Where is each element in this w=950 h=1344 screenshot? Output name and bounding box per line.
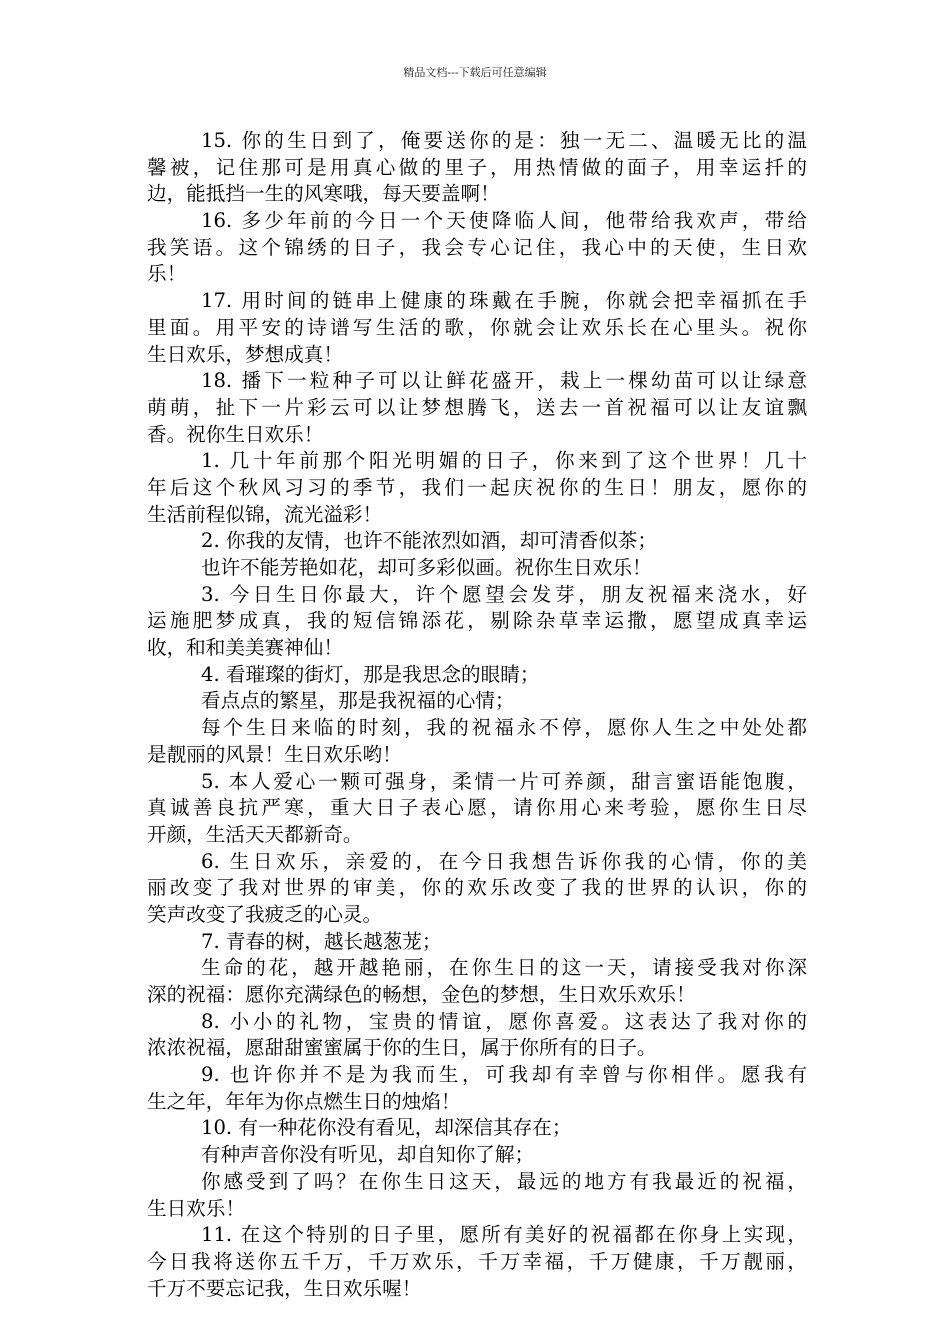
- paragraph: [147, 528, 807, 555]
- paragraph: [147, 662, 807, 689]
- paragraph-line: 浓浓祝福，愿甜甜蜜蜜属于你的生日，属于你所有的日子。: [147, 1036, 657, 1060]
- paragraph-line: 3. 今日生日你最大，许个愿望会发芽，朋友祝福来浇水，好: [201, 582, 807, 606]
- paragraph-line: 边，能抵挡一生的风寒哦，每天要盖啊！: [147, 182, 500, 206]
- paragraph-line: 7. 青春的树，越长越葱茏；: [201, 929, 442, 953]
- paragraph-line: 收，和和美美赛神仙！: [147, 636, 343, 660]
- paragraph: [147, 128, 807, 208]
- paragraph-line: 乐！: [147, 262, 187, 286]
- paragraph: [147, 368, 807, 448]
- paragraph-line: 18. 播下一粒种子可以让鲜花盛开，栽上一棵幼苗可以让绿意: [201, 369, 807, 393]
- paragraph-line: 10. 有一种花你没有看见，却深信其存在；: [201, 1116, 572, 1140]
- paragraph-line: 5. 本人爱心一颗可强身，柔情一片可养颜，甜言蜜语能饱腹，: [201, 769, 807, 793]
- paragraph-line: 今日我将送你五千万，千万欢乐，千万幸福，千万健康，千万靓丽，: [147, 1249, 807, 1273]
- paragraph-line: 萌萌，扯下一片彩云可以让梦想腾飞，送去一首祝福可以让友谊飘: [147, 395, 807, 419]
- paragraph: [147, 929, 807, 956]
- paragraph-line: 16. 多少年前的今日一个天使降临人间，他带给我欢声，带给: [201, 209, 807, 233]
- paragraph-line: 馨被，记住那可是用真心做的里子，用热情做的面子，用幸运扦的: [147, 155, 807, 179]
- paragraph-line: 2. 你我的友情，也许不能浓烈如酒，却可清香似茶；: [201, 529, 657, 553]
- paragraph: [147, 1169, 807, 1222]
- paragraph: [147, 1222, 807, 1302]
- paragraph: [147, 208, 807, 288]
- paragraph-line: 生日欢乐，梦想成真！: [147, 342, 343, 366]
- paragraph-line: 每个生日来临的时刻，我的祝福永不停，愿你人生之中处处都: [201, 716, 807, 740]
- paragraph-line: 生日欢乐！: [147, 1196, 245, 1220]
- paragraph: [147, 448, 807, 528]
- paragraph-line: 6. 生日欢乐，亲爱的，在今日我想告诉你我的心情，你的美: [201, 849, 807, 873]
- paragraph-line: 生之年，年年为你点燃生日的烛焰！: [147, 1089, 461, 1113]
- paragraph-line: 9. 也许你并不是为我而生，可我却有幸曾与你相伴。愿我有: [201, 1063, 807, 1087]
- paragraph: [147, 715, 807, 768]
- paragraph: [147, 1115, 807, 1142]
- paragraph-line: 丽改变了我对世界的审美，你的欢乐改变了我的世界的认识，你的: [147, 876, 807, 900]
- paragraph-line: 也许不能芳艳如花，却可多彩似画。祝你生日欢乐！: [201, 556, 652, 579]
- paragraph: [147, 1062, 807, 1115]
- paragraph: [147, 555, 807, 582]
- paragraph-line: 真诚善良抗严寒，重大日子表心愿，请你用心来考验，愿你生日尽: [147, 796, 807, 820]
- paragraph-line: 17. 用时间的链串上健康的珠戴在手腕，你就会把幸福抓在手: [201, 289, 807, 313]
- paragraph: [147, 582, 807, 662]
- paragraph-line: 有种声音你没有听见，却自知你了解；: [201, 1143, 535, 1167]
- paragraph-line: 是靓丽的风景！生日欢乐哟！: [147, 742, 402, 766]
- paragraph-line: 千万不要忘记我，生日欢乐喔！: [147, 1276, 422, 1300]
- paragraph-line: 开颜，生活天天都新奇。: [147, 822, 363, 846]
- paragraph: [147, 849, 807, 929]
- paragraph-line: 香。祝你生日欢乐！: [147, 422, 324, 446]
- document-body: [147, 128, 807, 1302]
- paragraph-line: 我笑语。这个锦绣的日子，我会专心记住，我心中的天使，生日欢: [147, 235, 807, 259]
- paragraph-line: 看点点的繁星，那是我祝福的心情；: [201, 689, 515, 713]
- paragraph-line: 8. 小小的礼物，宝贵的情谊，愿你喜爱。这表达了我对你的: [201, 1009, 807, 1033]
- paragraph-line: 里面。用平安的诗谱写生活的歌，你就会让欢乐长在心里头。祝你: [147, 315, 807, 339]
- paragraph: [147, 1142, 807, 1169]
- paragraph-line: 11. 在这个特别的日子里，愿所有美好的祝福都在你身上实现，: [201, 1223, 807, 1247]
- paragraph-line: 年后这个秋风习习的季节，我们一起庆祝你的生日！朋友，愿你的: [147, 475, 807, 499]
- paragraph: [147, 688, 807, 715]
- paragraph: [147, 769, 807, 849]
- paragraph-line: 1. 几十年前那个阳光明媚的日子，你来到了这个世界！几十: [201, 449, 807, 473]
- paragraph: [147, 1009, 807, 1062]
- paragraph-line: 笑声改变了我疲乏的心灵。: [147, 902, 383, 926]
- paragraph: [147, 955, 807, 1008]
- paragraph-line: 深的祝福：愿你充满绿色的畅想，金色的梦想，生日欢乐欢乐！: [147, 983, 696, 1006]
- page-header: 精品文档---下载后可任意编辑: [403, 66, 547, 79]
- paragraph-line: 4. 看璀璨的街灯，那是我思念的眼睛；: [201, 662, 540, 686]
- paragraph: [147, 288, 807, 368]
- paragraph-line: 生命的花，越开越艳丽，在你生日的这一天，请接受我对你深: [201, 956, 807, 980]
- paragraph-line: 运施肥梦成真，我的短信锦添花，剔除杂草幸运撒，愿望成真幸运: [147, 609, 807, 633]
- paragraph-line: 生活前程似锦，流光溢彩！: [147, 502, 383, 526]
- paragraph-line: 15. 你的生日到了，俺要送你的是：独一无二、温暖无比的温: [201, 129, 807, 152]
- paragraph-line: 你感受到了吗？在你生日这天，最远的地方有我最近的祝福，: [201, 1169, 807, 1193]
